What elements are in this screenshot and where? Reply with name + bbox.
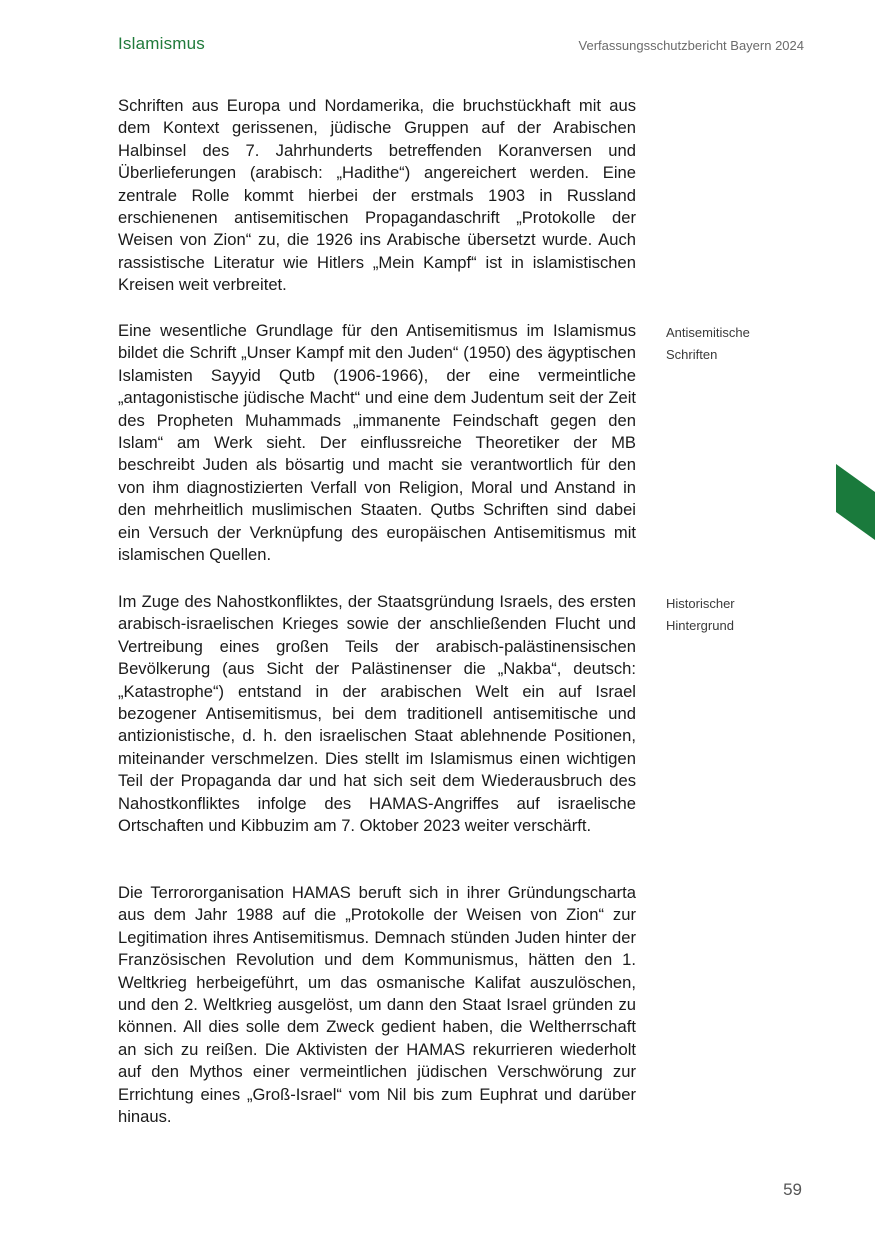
- paragraph-3: Im Zuge des Nahostkonfliktes, der Staatsgründung Israels, des ersten arabisch-israelischen Krieges sowie der anschließenden Flucht und Vertreibung eines großen Teils der arabisch-palästinensischen Bevölkerung (aus Sicht der Palästinenser die „Nakba“, deutsch: „Katastrophe“) entstand in der arabischen Welt ein auf Israel bezogener Antisemitismus, bei dem traditionell antisemitische und antizionistische, d. h. den israelischen Staat ablehnende Positionen, miteinander verschmelzen. Dies stellt im Islamismus einen wichtigen Teil der Propaganda dar und hat sich seit dem Wiederausbruch des Nahostkonfliktes infolge des HAMAS-Angriffes auf israelische Ortschaften und Kibbuzim am 7. Oktober 2023 weiter verschärft.: [118, 592, 636, 836]
- paragraph-2: Eine wesentliche Grundlage für den Antisemitismus im Islamismus bildet die Schrift „Unser Kampf mit den Juden“ (1950) des ägyptischen Islamisten Sayyid Qutb (1906-1966), der eine vermeintliche „antagonistische jüdische Macht“ und eine dem Judentum seit der Zeit des Propheten Muhammads „immanente Feindschaft gegen den Islam“ am Werk sieht. Der einflussreiche Theoretiker der MB beschreibt Juden als bösartig und macht sie verantwortlich für den von ihm diagnostizierten Verfall von Religion, Moral und Anstand in den mehrheitlich muslimischen Staaten. Qutbs Schriften sind dabei ein Versuch der Verknüpfung des europäischen Antisemitismus mit islamischen Quellen.: [118, 321, 636, 565]
- margin-note-historischer-hintergrund: Historischer Hintergrund: [666, 596, 735, 633]
- report-title: Verfassungsschutzbericht Bayern 2024: [578, 38, 804, 53]
- paragraph-1: Schriften aus Europa und Nordamerika, die bruchstückhaft mit aus dem Kontext gerissenen, jüdische Gruppen auf der Arabischen Halbinsel des 7. Jahrhunderts betreffenden Koranversen und Überlieferungen (arabisch: „Hadithe“) angereichert werden. Eine zentrale Rolle kommt hierbei der erstmals 1903 in Russland erschienenen antisemitischen Propagandaschrift „Protokolle der Weisen von Zion“ zu, die 1926 ins Arabische übersetzt wurde. Auch rassistische Literatur wie Hitlers „Mein Kampf“ ist in islamistischen Kreisen weit verbreitet.: [118, 96, 636, 295]
- chapter-tab-marker: [836, 464, 875, 540]
- section-title: Islamismus: [118, 34, 206, 53]
- paragraph-4: Die Terrororganisation HAMAS beruft sich in ihrer Gründungscharta aus dem Jahr 1988 auf die „Protokolle der Weisen von Zion“ zur Legitimation ihres Antisemitismus. Demnach stünden Juden hinter der Französischen Revolution und dem Kommunismus, hätten den 1. Weltkrieg herbeigeführt, um das osmanische Kalifat auszulöschen, und den 2. Weltkrieg ausgelöst, um dann den Staat Israel gründen zu können. All dies solle dem Zweck gedient haben, die Weltherrschaft an sich zu reißen. Die Aktivisten der HAMAS rekurrieren wiederholt auf den Mythos einer vermeintlichen jüdischen Verschwörung zur Errichtung eines „Groß-Israel“ vom Nil bis zum Euphrat und darüber hinaus.: [118, 883, 636, 1127]
- page-number: 59: [783, 1180, 802, 1199]
- margin-note-antisemitische-schriften: Antisemitische Schriften: [666, 325, 750, 362]
